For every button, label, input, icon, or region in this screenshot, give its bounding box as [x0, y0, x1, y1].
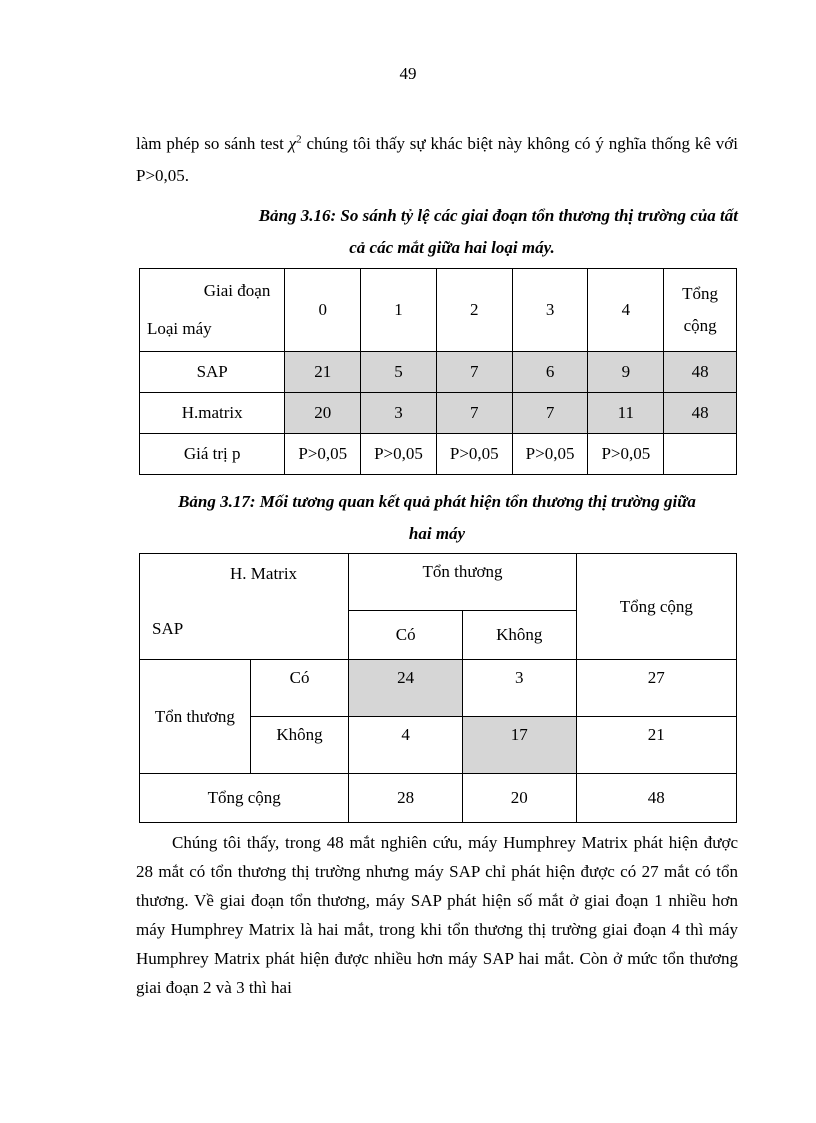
table-stage-comparison: [139, 268, 737, 475]
table-cell: 17: [462, 717, 576, 774]
table2-col-khong: Không: [462, 611, 576, 660]
table-detection-correlation: [139, 553, 737, 823]
table1-total-header-line2: cộng: [683, 316, 717, 335]
row-label: SAP: [140, 352, 285, 393]
table-cell: P>0,05: [512, 434, 588, 475]
table1-stage-header: 1: [361, 269, 437, 352]
row-label: Giá trị p: [140, 434, 285, 475]
body-paragraph: Chúng tôi thấy, trong 48 mắt nghiên cứu, máy Humphrey Matrix phát hiện được 28 mắt có tổn thương thị trường nhưng máy SAP chỉ phát hiện được có 27 mắt có tổn thương. Về giai đoạn tổn thương, máy SAP phát hiện số mắt ở giai đoạn 1 nhiều hơn máy Humphrey Matrix là hai mắt, trong khi tổn thương thị trường giai đoạn 4 thì máy Humphrey Matrix phát hiện được nhiều hơn máy SAP hai mắt. Còn ở mức tổn thương giai đoạn 2 và 3 thì hai: [136, 833, 738, 997]
table-cell: P>0,05: [285, 434, 361, 475]
intro-paragraph: [136, 128, 738, 192]
row-total: [664, 434, 737, 475]
table-cell: 6: [512, 352, 588, 393]
table2-caption: [136, 486, 738, 550]
chi-superscript: 2: [296, 133, 302, 146]
table1-caption-line1: Bảng 3.16: So sánh tỷ lệ các giai đoạn tổn thương thị trường của tất: [258, 206, 738, 225]
row-total: 48: [664, 393, 737, 434]
table-cell: 4: [349, 717, 463, 774]
table-cell: P>0,05: [361, 434, 437, 475]
table-row: [140, 352, 737, 393]
table-cell: 3: [361, 393, 437, 434]
table2-row-khong: Không: [250, 717, 349, 774]
table1-stage-header: 0: [285, 269, 361, 352]
table2-caption-line1: Bảng 3.17: Mối tương quan kết quả phát hiện tổn thương thị trường giữa: [178, 492, 696, 511]
table1-stage-header: 4: [588, 269, 664, 352]
table-cell: 11: [588, 393, 664, 434]
table2-row-total: Tổng cộng: [140, 774, 349, 823]
table1-corner-bottom: Loại máy: [147, 319, 212, 338]
row-total: 48: [664, 352, 737, 393]
table1-total-header-line1: Tổng: [682, 284, 719, 303]
table1-caption-line2: cả các mắt giữa hai loại máy.: [349, 238, 555, 257]
table-cell: 20: [462, 774, 576, 823]
table1-stage-header: 3: [512, 269, 588, 352]
table-row: [140, 393, 737, 434]
table-cell: 20: [285, 393, 361, 434]
table2-total-header: Tổng cộng: [576, 554, 736, 660]
table-cell: 7: [436, 352, 512, 393]
table1-stage-header: 2: [436, 269, 512, 352]
page-number: 49: [399, 64, 417, 83]
intro-text-b: chúng tôi thấy sự khác biệt này không có ý nghĩa thống kê với P>0,05.: [136, 134, 739, 185]
table2-caption-line2: hai máy: [408, 524, 466, 543]
table-row: [140, 660, 737, 717]
row-total: 21: [576, 717, 736, 774]
table-cell: P>0,05: [436, 434, 512, 475]
table-cell: 5: [361, 352, 437, 393]
row-label: H.matrix: [140, 393, 285, 434]
table2-header-row1: [140, 554, 737, 611]
table-cell: 3: [462, 660, 576, 717]
chi-symbol: χ: [288, 134, 297, 153]
table2-corner-bottom: SAP: [152, 619, 184, 638]
table-cell: P>0,05: [588, 434, 664, 475]
table-row: [140, 434, 737, 475]
table1-header-row: [140, 269, 737, 352]
table-cell: 21: [285, 352, 361, 393]
table2-corner-cell: [140, 554, 349, 660]
table-row: [140, 774, 737, 823]
table-cell: 24: [349, 660, 463, 717]
table2-row-group: Tổn thương: [140, 660, 251, 774]
grand-total: 48: [576, 774, 736, 823]
table-cell: 7: [512, 393, 588, 434]
table2-col-co: Có: [349, 611, 463, 660]
table1-caption: [136, 200, 738, 264]
table-cell: 9: [588, 352, 664, 393]
table1-corner-top: Giai đoạn: [203, 281, 271, 300]
table-cell: 7: [436, 393, 512, 434]
table-cell: 28: [349, 774, 463, 823]
row-total: 27: [576, 660, 736, 717]
table2-row-co: Có: [250, 660, 349, 717]
intro-text-a: làm phép so sánh test: [136, 134, 289, 153]
table1-total-header: [664, 269, 737, 352]
table2-group-header: Tổn thương: [349, 554, 576, 611]
table2-corner-top: H. Matrix: [230, 564, 298, 583]
table1-corner-cell: [140, 269, 285, 352]
